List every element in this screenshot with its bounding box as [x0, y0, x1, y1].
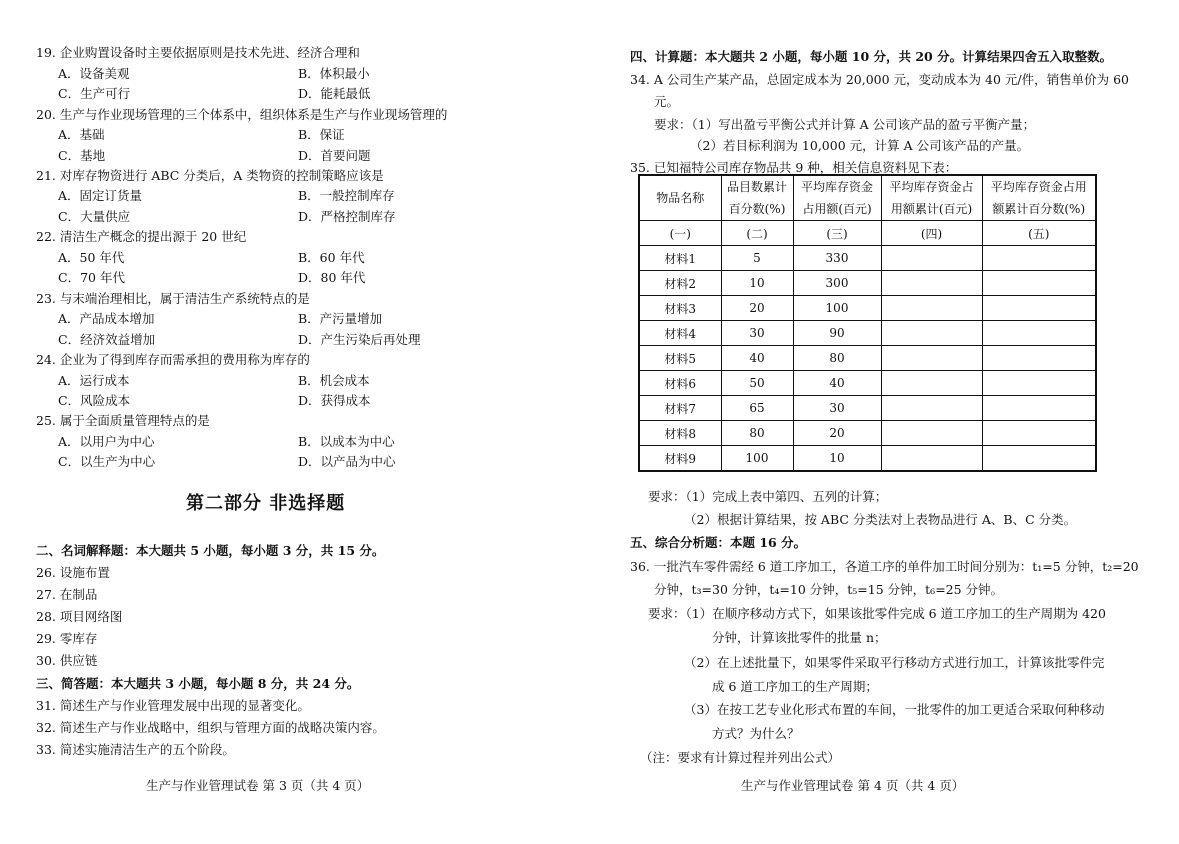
question-22-option-c: C．70 年代: [58, 270, 125, 285]
question-21-option-a: A．固定订货量: [58, 188, 143, 203]
inventory-table: [638, 174, 1097, 472]
question-21-option-b: B．一般控制库存: [298, 188, 395, 203]
header-text: 平均库存资金占: [889, 180, 974, 194]
table-cell: [881, 421, 982, 446]
table-cell: [982, 296, 1096, 321]
question-34-requirement-1: 要求：（1）写出盈亏平衡公式并计算 A 公司该产品的盈亏平衡产量；: [654, 117, 1036, 132]
question-20-stem: 20. 生产与作业现场管理的三个体系中，组织体系是生产与作业现场管理的: [36, 107, 448, 122]
header-text: 平均库存资金占用: [990, 180, 1087, 194]
section-3-header: 三、简答题：本大题共 3 小题，每小题 8 分，共 24 分。: [36, 676, 360, 691]
short-answer-31: 31. 简述生产与作业管理发展中出现的显著变化。: [36, 698, 310, 713]
term-28: 28. 项目网络图: [36, 609, 123, 624]
term-27: 27. 在制品: [36, 587, 98, 602]
header-text: 平均库存资金: [800, 180, 873, 194]
question-34-line-2: 元。: [654, 94, 680, 109]
table-cell: 10: [793, 446, 881, 472]
question-23-option-d: D．产生污染后再处理: [298, 332, 421, 347]
question-36-requirement-2b: 成 6 道工序加工的生产周期；: [712, 679, 878, 694]
question-20-option-a: A．基础: [58, 127, 105, 142]
header-text: 百分数(%): [728, 202, 786, 216]
question-21-stem: 21. 对库存物资进行 ABC 分类后，A 类物资的控制策略应该是: [36, 168, 384, 183]
question-23-option-c: C．经济效益增加: [58, 332, 156, 347]
table-cell: [881, 321, 982, 346]
question-34-line-1: 34. A 公司生产某产品，总固定成本为 20,000 元，变动成本为 40 元/件，销售单价为 60: [630, 72, 1129, 87]
table-cell: 100: [793, 296, 881, 321]
question-25-option-c: C．以生产为中心: [58, 454, 156, 469]
term-26: 26. 设施布置: [36, 565, 110, 580]
question-21-option-c: C．大量供应: [58, 209, 131, 224]
table-row: [639, 246, 1096, 271]
section-2-header: 二、名词解释题：本大题共 5 小题，每小题 3 分，共 15 分。: [36, 543, 385, 558]
table-cell: [881, 396, 982, 421]
table-cell: [982, 346, 1096, 371]
table-row: [639, 271, 1096, 296]
question-19-option-c: C．生产可行: [58, 86, 131, 101]
question-19-option-a: A．设备美观: [58, 66, 130, 81]
left-page-footer: 生产与作业管理试卷 第 3 页（共 4 页）: [146, 778, 370, 793]
table-header-row: [639, 175, 1096, 221]
table-cell: 材料8: [639, 421, 721, 446]
table-cell: (五): [982, 221, 1096, 246]
question-35-requirement-1: 要求：（1）完成上表中第四、五列的计算；: [648, 489, 888, 504]
table-cell: 20: [793, 421, 881, 446]
table-cell: [881, 371, 982, 396]
part-two-title: 第二部分 非选择题: [186, 493, 346, 514]
table-cell: 30: [721, 321, 793, 346]
question-25-option-a: A．以用户为中心: [58, 434, 155, 449]
question-25-option-d: D．以产品为中心: [298, 454, 396, 469]
table-row: [639, 346, 1096, 371]
question-23-option-b: B．产污量增加: [298, 311, 383, 326]
table-cell: 材料3: [639, 296, 721, 321]
header-text: 用额累计(百元): [890, 202, 973, 216]
table-cell: [982, 371, 1096, 396]
question-24-option-b: B．机会成本: [298, 373, 370, 388]
question-36-requirement-2a: （2）在上述批量下，如果零件采取平行移动方式进行加工，计算该批零件完: [684, 655, 1105, 670]
table-row: [639, 396, 1096, 421]
table-cell: 50: [721, 371, 793, 396]
header-cumulative-percent: [982, 175, 1096, 221]
table-cell: [982, 446, 1096, 472]
table-cell: (三): [793, 221, 881, 246]
table-cell: [982, 421, 1096, 446]
question-35-requirement-2: （2）根据计算结果，按 ABC 分类法对上表物品进行 A、B、C 分类。: [684, 512, 1077, 527]
term-29: 29. 零库存: [36, 631, 98, 646]
table-row: [639, 421, 1096, 446]
question-21-option-d: D．严格控制库存: [298, 209, 396, 224]
table-cell: 90: [793, 321, 881, 346]
table-cell: [881, 296, 982, 321]
table-cell: 40: [721, 346, 793, 371]
right-page-footer: 生产与作业管理试卷 第 4 页（共 4 页）: [741, 778, 965, 793]
question-36-requirement-3a: （3）在按工艺专业化形式布置的车间，一批零件的加工更适合采取何种移动: [684, 702, 1105, 717]
table-cell: 300: [793, 271, 881, 296]
question-22-stem: 22. 清洁生产概念的提出源于 20 世纪: [36, 229, 247, 244]
table-cell: 材料1: [639, 246, 721, 271]
table-cell: 材料9: [639, 446, 721, 472]
table-cell: [881, 246, 982, 271]
table-cell: 65: [721, 396, 793, 421]
question-36-requirement-3b: 方式？为什么？: [712, 726, 800, 741]
header-text: 品目数累计: [726, 180, 787, 194]
question-22-option-d: D．80 年代: [298, 270, 366, 285]
table-cell: 材料2: [639, 271, 721, 296]
table-cell: [881, 346, 982, 371]
table-cell: (四): [881, 221, 982, 246]
table-cell: [982, 321, 1096, 346]
table-cell: [881, 446, 982, 472]
question-24-option-d: D．获得成本: [298, 393, 371, 408]
table-cell: 材料4: [639, 321, 721, 346]
question-24-stem: 24. 企业为了得到库存而需承担的费用称为库存的: [36, 352, 310, 367]
question-20-option-d: D．首要问题: [298, 148, 371, 163]
question-24-option-a: A．运行成本: [58, 373, 130, 388]
table-cell: 330: [793, 246, 881, 271]
table-row: [639, 446, 1096, 472]
table-row: [639, 296, 1096, 321]
question-25-option-b: B．以成本为中心: [298, 434, 395, 449]
section-4-header: 四、计算题：本大题共 2 小题，每小题 10 分，共 20 分。计算结果四舍五入取整数。: [630, 49, 1113, 64]
table-cell: 80: [721, 421, 793, 446]
table-cell: [982, 246, 1096, 271]
question-19-option-d: D．能耗最低: [298, 86, 371, 101]
header-item-name: [639, 175, 721, 221]
header-text: 额累计百分数(%): [992, 202, 1086, 216]
table-index-row: [639, 221, 1096, 246]
header-text: 占用额(百元): [802, 202, 872, 216]
table-cell: (二): [721, 221, 793, 246]
table-cell: 材料7: [639, 396, 721, 421]
question-36-line-2: 分钟，t₃=30 分钟，t₄=10 分钟，t₅=15 分钟，t₆=25 分钟。: [654, 582, 1004, 597]
table-cell: [881, 271, 982, 296]
question-22-option-a: A．50 年代: [58, 250, 125, 265]
question-36-line-1: 36. 一批汽车零件需经 6 道工序加工，各道工序的单件加工时间分别为：t₁=5 分钟，t₂=20: [630, 559, 1139, 574]
table-cell: 材料5: [639, 346, 721, 371]
table-cell: 40: [793, 371, 881, 396]
question-23-stem: 23. 与末端治理相比，属于清洁生产系统特点的是: [36, 291, 310, 306]
header-item-count-percent: [721, 175, 793, 221]
table-cell: 30: [793, 396, 881, 421]
calculation-note: （注：要求有计算过程并列出公式）: [640, 750, 841, 765]
question-36-requirement-1a: 要求：（1）在顺序移动方式下，如果该批零件完成 6 道工序加工的生产周期为 420: [648, 606, 1106, 621]
question-34-requirement-2: （2）若目标利润为 10,000 元，计算 A 公司该产品的产量。: [690, 138, 1030, 153]
question-19-option-b: B．体积最小: [298, 66, 370, 81]
section-5-header: 五、综合分析题：本题 16 分。: [630, 535, 807, 550]
question-22-option-b: B．60 年代: [298, 250, 365, 265]
table-cell: [982, 271, 1096, 296]
table-cell: 10: [721, 271, 793, 296]
table-cell: 80: [793, 346, 881, 371]
table-cell: (一): [639, 221, 721, 246]
question-35-stem: 35. 已知福特公司库存物品共 9 种，相关信息资料见下表：: [630, 160, 958, 175]
table-cell: 20: [721, 296, 793, 321]
question-20-option-c: C．基地: [58, 148, 106, 163]
term-30: 30. 供应链: [36, 653, 98, 668]
header-avg-inventory: [793, 175, 881, 221]
table-cell: 100: [721, 446, 793, 472]
header-text: 物品名称: [656, 191, 705, 205]
question-20-option-b: B．保证: [298, 127, 345, 142]
header-cumulative-amount: [881, 175, 982, 221]
short-answer-33: 33. 简述实施清洁生产的五个阶段。: [36, 742, 235, 757]
question-24-option-c: C．风险成本: [58, 393, 131, 408]
question-19-stem: 19. 企业购置设备时主要依据原则是技术先进、经济合理和: [36, 45, 360, 60]
table-row: [639, 371, 1096, 396]
question-36-requirement-1b: 分钟，计算该批零件的批量 n；: [712, 630, 887, 645]
table-cell: 5: [721, 246, 793, 271]
question-23-option-a: A．产品成本增加: [58, 311, 155, 326]
table-cell: 材料6: [639, 371, 721, 396]
question-25-stem: 25. 属于全面质量管理特点的是: [36, 413, 210, 428]
table-cell: [982, 396, 1096, 421]
table-row: [639, 321, 1096, 346]
short-answer-32: 32. 简述生产与作业战略中，组织与管理方面的战略决策内容。: [36, 720, 385, 735]
